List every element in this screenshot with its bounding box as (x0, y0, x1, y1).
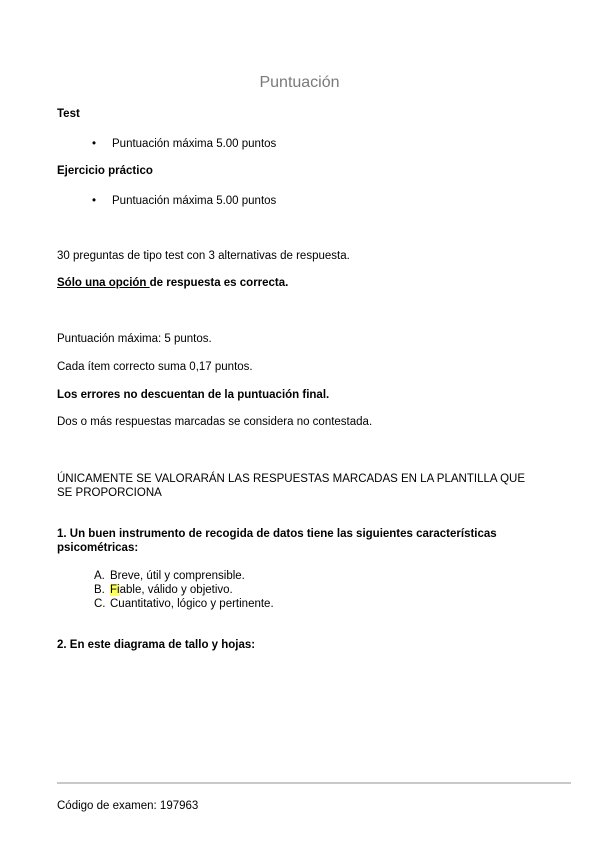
question-1-option-c (94, 598, 274, 610)
intro-line-1: 30 preguntas de tipo test con 3 alternativas de respuesta. (57, 250, 350, 262)
option-highlighted-text: Fi (110, 584, 120, 596)
option-letter: C. (94, 598, 106, 610)
section-heading-test: Test (57, 108, 80, 120)
intro-line-2 (57, 277, 288, 289)
option-text: Breve, útil y comprensible. (110, 570, 245, 582)
intro-line-2-underlined: Sólo una opción (57, 277, 150, 289)
page-title: Puntuación (259, 74, 340, 91)
option-letter: B. (94, 584, 105, 596)
rule-multiple: Dos o más respuestas marcadas se considera no contestada. (57, 416, 373, 428)
exam-code: Código de examen: 197963 (57, 800, 199, 812)
question-1-option-a (94, 570, 245, 582)
question-2-line-1: 2. En este diagrama de tallo y hojas: (57, 639, 256, 651)
option-text: Cuantitativo, lógico y pertinente. (110, 598, 274, 610)
option-letter: A. (94, 570, 105, 582)
question-1-option-b (94, 584, 233, 596)
rule-per-item: Cada ítem correcto suma 0,17 puntos. (57, 361, 253, 373)
rule-no-penalty: Los errores no descuentan de la puntuación final. (57, 389, 330, 401)
option-text: able, válido y objetivo. (119, 584, 233, 596)
question-1-line-2: psicométricas: (57, 542, 139, 554)
notice-line-2: SE PROPORCIONA (57, 487, 162, 499)
intro-line-2-rest: de respuesta es correcta. (149, 277, 289, 289)
notice-line-1: ÚNICAMENTE SE VALORARÁN LAS RESPUESTAS MARCADAS EN LA PLANTILLA QUE (57, 473, 526, 485)
rule-max-score: Puntuación máxima: 5 puntos. (57, 333, 212, 345)
section-heading-practical: Ejercicio práctico (57, 165, 153, 177)
footer-divider (57, 782, 571, 784)
question-1-line-1: 1. Un buen instrumento de recogida de datos tiene las siguientes características (57, 528, 497, 540)
section-practical-bullet: • Puntuación máxima 5.00 puntos (112, 195, 276, 207)
section-test-bullet: • Puntuación máxima 5.00 puntos (112, 138, 276, 150)
